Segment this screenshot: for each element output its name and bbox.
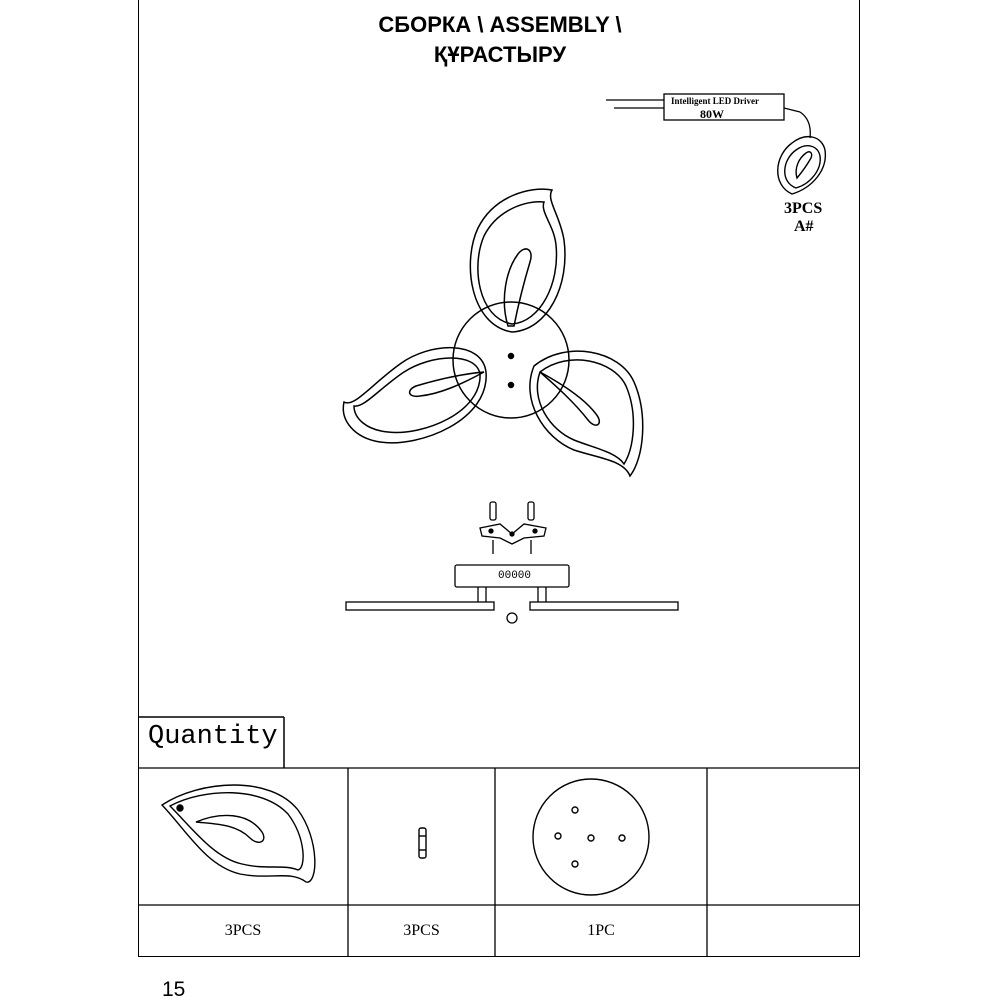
- canopy-code: 00000: [498, 570, 532, 582]
- screw-count: 3PCS: [403, 922, 440, 939]
- title-line-1: СБОРКА \ ASSEMBLY \: [378, 12, 622, 37]
- leaf-a-illustration: [778, 137, 826, 194]
- fixture-top-view: [343, 189, 642, 476]
- driver-label: Intelligent LED Driver: [671, 96, 759, 106]
- leaf-count: 3PCS: [224, 922, 262, 939]
- leaf-a-quantity: 3PCS: [784, 200, 823, 217]
- driver-power: 80W: [700, 107, 724, 121]
- fixture-side-view: [346, 502, 678, 623]
- canopy-count: 1PC: [587, 922, 615, 939]
- page-number: 15: [162, 978, 186, 1001]
- screw-icon: [419, 828, 426, 858]
- canopy-plate-icon: [533, 779, 649, 895]
- leaf-icon: [162, 785, 315, 882]
- title-line-2: ҚҰРАСТЫРУ: [433, 42, 567, 67]
- quantity-label: Quantity: [148, 722, 278, 752]
- leaf-a-label: A#: [794, 218, 814, 235]
